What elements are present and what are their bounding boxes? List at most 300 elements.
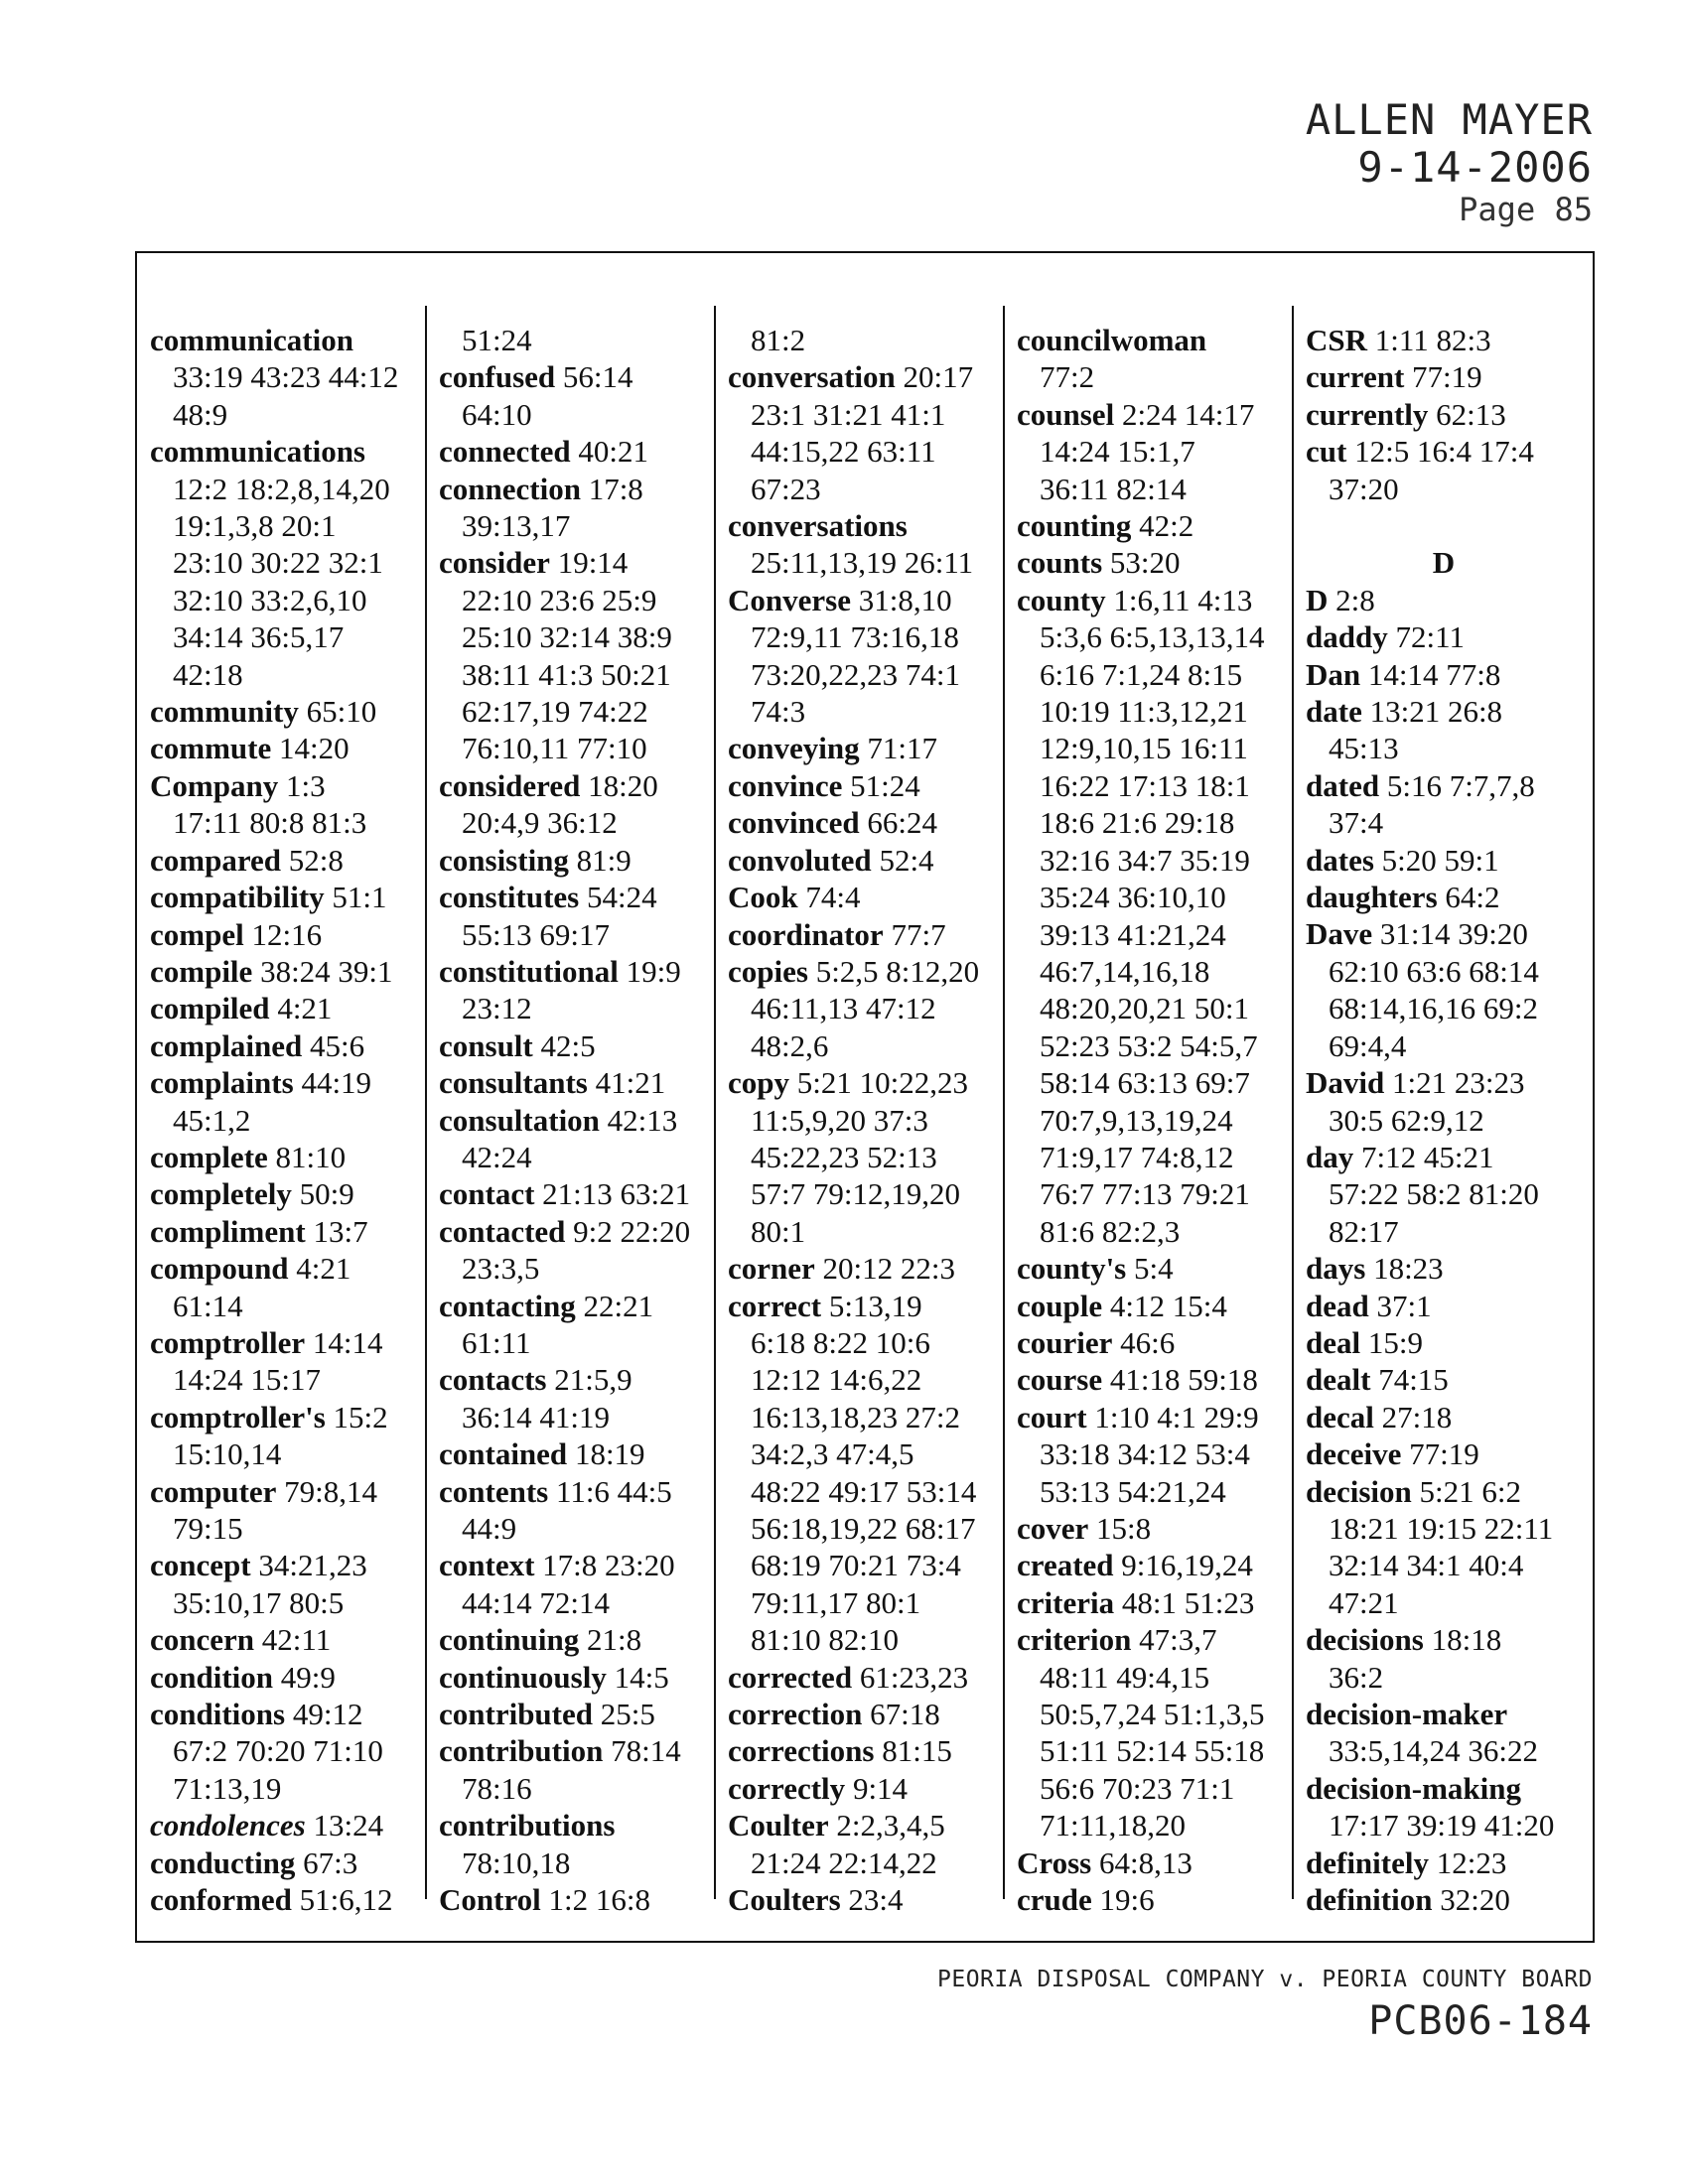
page-line-refs: 17:11 80:8 81:3 <box>173 805 367 841</box>
index-term: contributed <box>439 1697 593 1732</box>
page-line-refs: 55:13 69:17 <box>462 916 610 952</box>
page-line-refs: 56:18,19,22 68:17 <box>751 1511 976 1546</box>
page-line-refs: 12:23 <box>1436 1844 1507 1880</box>
page-line-refs: 69:4,4 <box>1329 1027 1407 1063</box>
index-term: conformed <box>150 1882 292 1918</box>
page-line-refs: 31:14 39:20 <box>1379 916 1528 952</box>
page-line-refs: 21:24 22:14,22 <box>751 1844 937 1880</box>
page-line-refs: 12:16 <box>251 916 323 952</box>
page-line-refs: 6:18 8:22 10:6 <box>751 1324 930 1360</box>
index-entry <box>150 1696 398 1732</box>
index-term: convince <box>728 767 843 803</box>
index-entry <box>439 1288 690 1324</box>
index-entry <box>150 1473 398 1510</box>
page-line-refs: 72:11 <box>1395 619 1465 655</box>
index-entry <box>1017 507 1264 544</box>
index-term: completely <box>150 1176 292 1212</box>
page-line-refs: 49:9 <box>280 1659 336 1695</box>
index-entry <box>439 1696 690 1732</box>
page-line-refs: 32:10 33:2,6,10 <box>173 582 367 617</box>
page-line-refs: 79:15 <box>173 1511 243 1546</box>
page-line-refs: 32:16 34:7 35:19 <box>1040 842 1250 878</box>
page-line-refs: 2:2,3,4,5 <box>836 1808 945 1843</box>
index-entry <box>150 1064 398 1101</box>
page-line-refs: 12:9,10,15 16:11 <box>1040 731 1248 766</box>
index-term: community <box>150 694 299 730</box>
page-line-refs: 4:12 15:4 <box>1109 1288 1227 1323</box>
page-line-refs: 1:2 16:8 <box>548 1882 650 1918</box>
page-line-refs: 33:19 43:23 44:12 <box>173 359 399 395</box>
page-line-refs: 77:19 <box>1409 1436 1479 1472</box>
deposition-date: 9-14-2006 <box>1357 143 1593 192</box>
page-line-refs: 18:20 <box>588 767 658 803</box>
index-term: correction <box>728 1697 863 1732</box>
index-term: current <box>1306 359 1405 395</box>
index-term: contacts <box>439 1362 547 1398</box>
index-term: decisions <box>1306 1622 1424 1658</box>
page-line-refs: 45:22,23 52:13 <box>751 1139 937 1174</box>
page-line-refs: 74:3 <box>751 694 806 730</box>
page-line-refs: 61:11 <box>462 1324 531 1360</box>
index-entry <box>728 1064 979 1101</box>
index-term: compared <box>150 842 282 878</box>
index-term: consultation <box>439 1102 600 1138</box>
index-term: dated <box>1306 767 1380 803</box>
page-line-refs: 33:18 34:12 53:4 <box>1040 1436 1250 1472</box>
index-term: dealt <box>1306 1362 1371 1398</box>
index-entry <box>1306 842 1582 879</box>
column-divider <box>1003 306 1005 1899</box>
index-term: correct <box>728 1288 822 1323</box>
index-term: date <box>1306 694 1362 730</box>
page-line-refs: 14:20 <box>278 731 350 766</box>
index-entry <box>1017 1324 1264 1361</box>
index-entry <box>1017 1844 1264 1881</box>
index-term: D <box>1306 582 1329 617</box>
index-term: complete <box>150 1139 268 1174</box>
case-number: PCB06-184 <box>1368 1998 1593 2044</box>
page-line-refs: 76:7 77:13 79:21 <box>1040 1176 1250 1212</box>
page-line-refs: 23:4 <box>848 1882 904 1918</box>
index-entry <box>1306 1250 1582 1287</box>
index-entry <box>1306 656 1582 693</box>
index-entry <box>728 1732 979 1769</box>
page-line-refs: 47:21 <box>1329 1584 1399 1620</box>
index-term: criterion <box>1017 1622 1132 1658</box>
index-term: contacted <box>439 1213 566 1249</box>
index-term: copy <box>728 1065 789 1101</box>
page-line-refs: 12:2 18:2,8,14,20 <box>173 471 390 506</box>
page-line-refs: 25:10 32:14 38:9 <box>462 619 672 655</box>
index-entry <box>439 433 690 470</box>
index-term: contact <box>439 1176 535 1212</box>
page-line-refs: 71:13,19 <box>173 1770 282 1806</box>
index-entry <box>439 1027 690 1064</box>
page-line-refs: 5:2,5 8:12,20 <box>815 953 980 989</box>
witness-name: ALLEN MAYER <box>1305 95 1593 144</box>
page-line-refs: 79:8,14 <box>284 1473 378 1509</box>
index-term: comptroller <box>150 1324 306 1360</box>
index-entry <box>150 1659 398 1696</box>
page-line-refs: 52:4 <box>879 842 934 878</box>
index-entry <box>728 1250 979 1287</box>
index-entry <box>1017 1621 1264 1658</box>
index-term: decal <box>1306 1399 1374 1434</box>
page-line-refs: 42:2 <box>1139 508 1194 544</box>
index-entry <box>728 842 979 879</box>
index-term: counting <box>1017 508 1132 544</box>
index-term: counsel <box>1017 396 1115 432</box>
index-entry <box>1306 1844 1582 1881</box>
index-term: CSR <box>1306 323 1368 357</box>
page-line-refs: 19:14 <box>557 545 629 581</box>
page-line-refs: 5:3,6 6:5,13,13,14 <box>1040 619 1265 655</box>
column-divider <box>425 306 427 1899</box>
index-entry <box>150 433 398 470</box>
page-line-refs: 45:1,2 <box>173 1102 251 1138</box>
index-entry <box>439 358 690 395</box>
page-line-refs: 17:8 23:20 <box>542 1548 675 1583</box>
index-entry <box>439 471 690 507</box>
page-line-refs: 5:21 6:2 <box>1419 1473 1522 1509</box>
index-entry <box>1306 1435 1582 1472</box>
page-line-refs: 35:10,17 80:5 <box>173 1584 345 1620</box>
page-line-refs: 18:19 <box>574 1436 645 1472</box>
page-line-refs: 36:11 82:14 <box>1040 471 1187 506</box>
index-term: correctly <box>728 1770 846 1806</box>
page-line-refs: 17:8 <box>588 471 643 506</box>
index-entry <box>150 879 398 915</box>
index-term: conversations <box>728 508 908 544</box>
page-line-refs: 81:10 <box>275 1139 347 1174</box>
page-line-refs: 5:21 10:22,23 <box>796 1065 968 1101</box>
index-term: contributions <box>439 1808 616 1843</box>
index-entry <box>150 1027 398 1064</box>
index-term: deal <box>1306 1324 1361 1360</box>
index-term: conveying <box>728 731 860 766</box>
index-term: court <box>1017 1399 1087 1434</box>
index-entry <box>728 1770 979 1807</box>
index-term: decision <box>1306 1473 1412 1509</box>
index-entry <box>439 1659 690 1696</box>
page-line-refs: 23:12 <box>462 991 532 1026</box>
page-line-refs: 58:14 63:13 69:7 <box>1040 1065 1250 1101</box>
page-line-refs: 27:18 <box>1381 1399 1453 1434</box>
index-entry <box>150 1250 398 1287</box>
page-line-refs: 40:21 <box>578 434 648 470</box>
index-entry <box>150 1881 398 1918</box>
page-line-refs: 9:2 22:20 <box>573 1213 691 1249</box>
index-term: connected <box>439 434 571 470</box>
page-line-refs: 14:5 <box>614 1659 669 1695</box>
index-term: days <box>1306 1251 1366 1287</box>
index-term: concept <box>150 1548 251 1583</box>
index-entry <box>728 358 979 395</box>
page-line-refs: 80:1 <box>751 1213 806 1249</box>
page-line-refs: 2:8 <box>1335 582 1375 617</box>
index-term: confused <box>439 359 556 395</box>
page-line-refs: 46:6 <box>1120 1324 1176 1360</box>
index-entry <box>1306 358 1582 395</box>
page-line-refs: 35:24 36:10,10 <box>1040 880 1226 915</box>
index-term: copies <box>728 953 808 989</box>
index-entry <box>728 767 979 804</box>
index-entry <box>439 1732 690 1769</box>
index-entry <box>150 767 398 804</box>
index-term: compile <box>150 953 253 989</box>
index-entry <box>150 1175 398 1212</box>
page-line-refs: 54:24 <box>586 880 657 915</box>
page-line-refs: 22:10 23:6 25:9 <box>462 582 657 617</box>
index-entry <box>728 730 979 766</box>
page-line-refs: 81:2 <box>751 323 806 357</box>
page-line-refs: 20:4,9 36:12 <box>462 805 618 841</box>
page-line-refs: 22:21 <box>583 1288 654 1323</box>
page-line-refs: 74:4 <box>805 880 861 915</box>
index-term: Converse <box>728 582 851 617</box>
index-entry <box>439 879 690 915</box>
index-entry <box>439 1547 690 1583</box>
index-term: compound <box>150 1251 289 1287</box>
page-line-refs: 14:24 15:17 <box>173 1362 321 1398</box>
index-term: Dave <box>1306 916 1373 952</box>
page-line-refs: 67:2 70:20 71:10 <box>173 1733 383 1769</box>
index-entry <box>439 1473 690 1510</box>
index-term: Control <box>439 1882 541 1918</box>
index-entry <box>150 730 398 766</box>
index-entry <box>1306 1696 1582 1732</box>
index-term: compel <box>150 916 244 952</box>
page-line-refs: 42:18 <box>173 656 243 692</box>
page-line-refs: 39:13 41:21,24 <box>1040 916 1226 952</box>
page-line-refs: 82:17 <box>1329 1213 1399 1249</box>
page-line-refs: 71:11,18,20 <box>1040 1808 1186 1843</box>
index-entry <box>1017 1361 1264 1398</box>
index-entry <box>439 1621 690 1658</box>
index-term: cover <box>1017 1511 1089 1546</box>
page-line-refs: 31:8,10 <box>858 582 952 617</box>
page-line-refs: 78:14 <box>611 1733 681 1769</box>
page-line-refs: 62:17,19 74:22 <box>462 694 648 730</box>
page-line-refs: 32:20 <box>1440 1882 1510 1918</box>
index-entry <box>150 1844 398 1881</box>
page-line-refs: 20:17 <box>903 359 974 395</box>
page-number: Page 85 <box>1459 191 1593 228</box>
index-term: condolences <box>150 1808 306 1843</box>
page-line-refs: 36:14 41:19 <box>462 1399 610 1434</box>
page-line-refs: 61:14 <box>173 1288 243 1323</box>
page-line-refs: 4:21 <box>296 1251 351 1287</box>
index-entry <box>728 1659 979 1696</box>
index-term: decision-maker <box>1306 1697 1508 1732</box>
page-line-refs: 5:4 <box>1134 1251 1174 1287</box>
index-entry <box>150 1399 398 1435</box>
page-line-refs: 48:20,20,21 50:1 <box>1040 991 1249 1026</box>
page-line-refs: 34:21,23 <box>258 1548 367 1583</box>
index-term: definitely <box>1306 1844 1429 1880</box>
page-line-refs: 21:5,9 <box>554 1362 632 1398</box>
page-line-refs: 21:13 63:21 <box>542 1176 691 1212</box>
page-line-refs: 14:14 <box>312 1324 383 1360</box>
index-entry <box>150 693 398 730</box>
page-line-refs: 12:12 14:6,22 <box>751 1362 922 1398</box>
page-line-refs: 48:22 49:17 53:14 <box>751 1473 977 1509</box>
index-entry <box>1017 396 1264 433</box>
page-line-refs: 5:20 59:1 <box>1381 842 1499 878</box>
page-line-refs: 49:12 <box>292 1697 363 1732</box>
index-term: courier <box>1017 1324 1113 1360</box>
index-entry <box>1306 693 1582 730</box>
index-term: compatibility <box>150 880 325 915</box>
page-line-refs: 77:19 <box>1412 359 1482 395</box>
index-term: currently <box>1306 396 1429 432</box>
index-term: course <box>1017 1362 1103 1398</box>
page-line-refs: 50:9 <box>299 1176 354 1212</box>
page-line-refs: 71:9,17 74:8,12 <box>1040 1139 1234 1174</box>
index-term: connection <box>439 471 581 506</box>
index-term: considered <box>439 767 581 803</box>
page-line-refs: 48:2,6 <box>751 1027 829 1063</box>
index-entry <box>150 322 398 358</box>
index-entry <box>728 1696 979 1732</box>
page-line-refs: 18:23 <box>1373 1251 1444 1287</box>
index-term: consultants <box>439 1065 588 1101</box>
index-term: context <box>439 1548 535 1583</box>
index-term: contacting <box>439 1288 576 1323</box>
index-entry <box>1306 1473 1582 1510</box>
index-entry <box>728 879 979 915</box>
page-line-refs: 15:2 <box>333 1399 388 1434</box>
page-line-refs: 56:6 70:23 71:1 <box>1040 1770 1235 1806</box>
page-line-refs: 51:24 <box>462 323 532 357</box>
index-term: county <box>1017 582 1106 617</box>
index-term: conducting <box>150 1844 296 1880</box>
index-term: Coulters <box>728 1882 841 1918</box>
page-line-refs: 2:24 14:17 <box>1121 396 1255 432</box>
page-line-refs: 23:1 31:21 41:1 <box>751 396 946 432</box>
index-term: dead <box>1306 1288 1369 1323</box>
index-term: complained <box>150 1027 303 1063</box>
index-entry <box>1017 1547 1264 1583</box>
index-entry <box>728 1881 979 1918</box>
page-line-refs: 51:6,12 <box>299 1882 393 1918</box>
page-line-refs: 67:3 <box>303 1844 358 1880</box>
page-line-refs: 15:8 <box>1096 1511 1152 1546</box>
page-line-refs: 9:16,19,24 <box>1121 1548 1253 1583</box>
index-term: conditions <box>150 1697 286 1732</box>
page-line-refs: 81:9 <box>576 842 632 878</box>
index-term: contents <box>439 1473 549 1509</box>
index-entry <box>150 1547 398 1583</box>
page-line-refs: 18:18 <box>1431 1622 1502 1658</box>
page-line-refs: 25:5 <box>600 1697 655 1732</box>
index-term: deceive <box>1306 1436 1402 1472</box>
page-line-refs: 81:10 82:10 <box>751 1622 899 1658</box>
page-line-refs: 41:18 59:18 <box>1109 1362 1258 1398</box>
index-entry <box>150 1324 398 1361</box>
index-term: contained <box>439 1436 568 1472</box>
index-term: day <box>1306 1139 1354 1174</box>
page-line-refs: 70:7,9,13,19,24 <box>1040 1102 1233 1138</box>
blank-line <box>1306 507 1582 544</box>
index-term: corrected <box>728 1659 853 1695</box>
index-term: created <box>1017 1548 1114 1583</box>
index-term: corrections <box>728 1733 875 1769</box>
index-entry <box>1306 322 1582 358</box>
page-line-refs: 5:16 7:7,7,8 <box>1386 767 1535 803</box>
index-term: communications <box>150 434 365 470</box>
index-entry <box>1017 1584 1264 1621</box>
index-term: decision-making <box>1306 1770 1522 1806</box>
page-line-refs: 19:1,3,8 20:1 <box>173 508 337 544</box>
page-line-refs: 23:3,5 <box>462 1251 540 1287</box>
page-line-refs: 38:24 39:1 <box>260 953 393 989</box>
index-entry <box>439 1361 690 1398</box>
index-term: consisting <box>439 842 569 878</box>
page-line-refs: 38:11 41:3 50:21 <box>462 656 671 692</box>
page-line-refs: 46:11,13 47:12 <box>751 991 936 1026</box>
index-term: contribution <box>439 1733 604 1769</box>
index-entry <box>1306 1399 1582 1435</box>
word-index-box <box>135 251 1595 1943</box>
page-line-refs: 13:21 26:8 <box>1369 694 1503 730</box>
index-term: daughters <box>1306 880 1438 915</box>
index-term: continuing <box>439 1622 580 1658</box>
page-line-refs: 71:17 <box>867 731 937 766</box>
page-line-refs: 67:23 <box>751 471 821 506</box>
index-entry <box>1306 879 1582 915</box>
index-entry <box>150 1807 398 1843</box>
page-line-refs: 39:13,17 <box>462 508 571 544</box>
page-line-refs: 77:7 <box>891 916 946 952</box>
page-line-refs: 6:16 7:1,24 8:15 <box>1040 656 1243 692</box>
page-line-refs: 44:14 72:14 <box>462 1584 610 1620</box>
page-line-refs: 16:22 17:13 18:1 <box>1040 767 1250 803</box>
page-line-refs: 13:7 <box>313 1213 368 1249</box>
index-entry <box>150 1139 398 1175</box>
index-term: daddy <box>1306 619 1388 655</box>
index-term: Cross <box>1017 1844 1092 1880</box>
index-term: couple <box>1017 1288 1103 1323</box>
page-line-refs: 15:10,14 <box>173 1436 282 1472</box>
page-line-refs: 62:13 <box>1436 396 1506 432</box>
page-line-refs: 57:7 79:12,19,20 <box>751 1176 960 1212</box>
index-entry <box>439 767 690 804</box>
index-term: conversation <box>728 359 896 395</box>
index-column-1 <box>150 322 398 1918</box>
index-term: crude <box>1017 1882 1092 1918</box>
index-entry <box>439 1213 690 1250</box>
page-line-refs: 4:21 <box>277 991 333 1026</box>
page-line-refs: 11:6 44:5 <box>555 1473 672 1509</box>
index-entry <box>1306 915 1582 952</box>
index-term: Dan <box>1306 656 1361 692</box>
page-line-refs: 11:5,9,20 37:3 <box>751 1102 928 1138</box>
index-term: definition <box>1306 1882 1433 1918</box>
index-entry <box>1306 767 1582 804</box>
page-line-refs: 48:9 <box>173 396 228 432</box>
page-line-refs: 64:10 <box>462 396 532 432</box>
index-entry <box>439 842 690 879</box>
index-entry <box>728 804 979 841</box>
page-line-refs: 73:20,22,23 74:1 <box>751 656 960 692</box>
page-line-refs: 53:13 54:21,24 <box>1040 1473 1226 1509</box>
index-column-3 <box>728 322 979 1918</box>
page-line-refs: 7:12 45:21 <box>1361 1139 1494 1174</box>
index-entry <box>1306 433 1582 470</box>
index-entry <box>439 1102 690 1139</box>
page-line-refs: 32:14 34:1 40:4 <box>1329 1548 1524 1583</box>
